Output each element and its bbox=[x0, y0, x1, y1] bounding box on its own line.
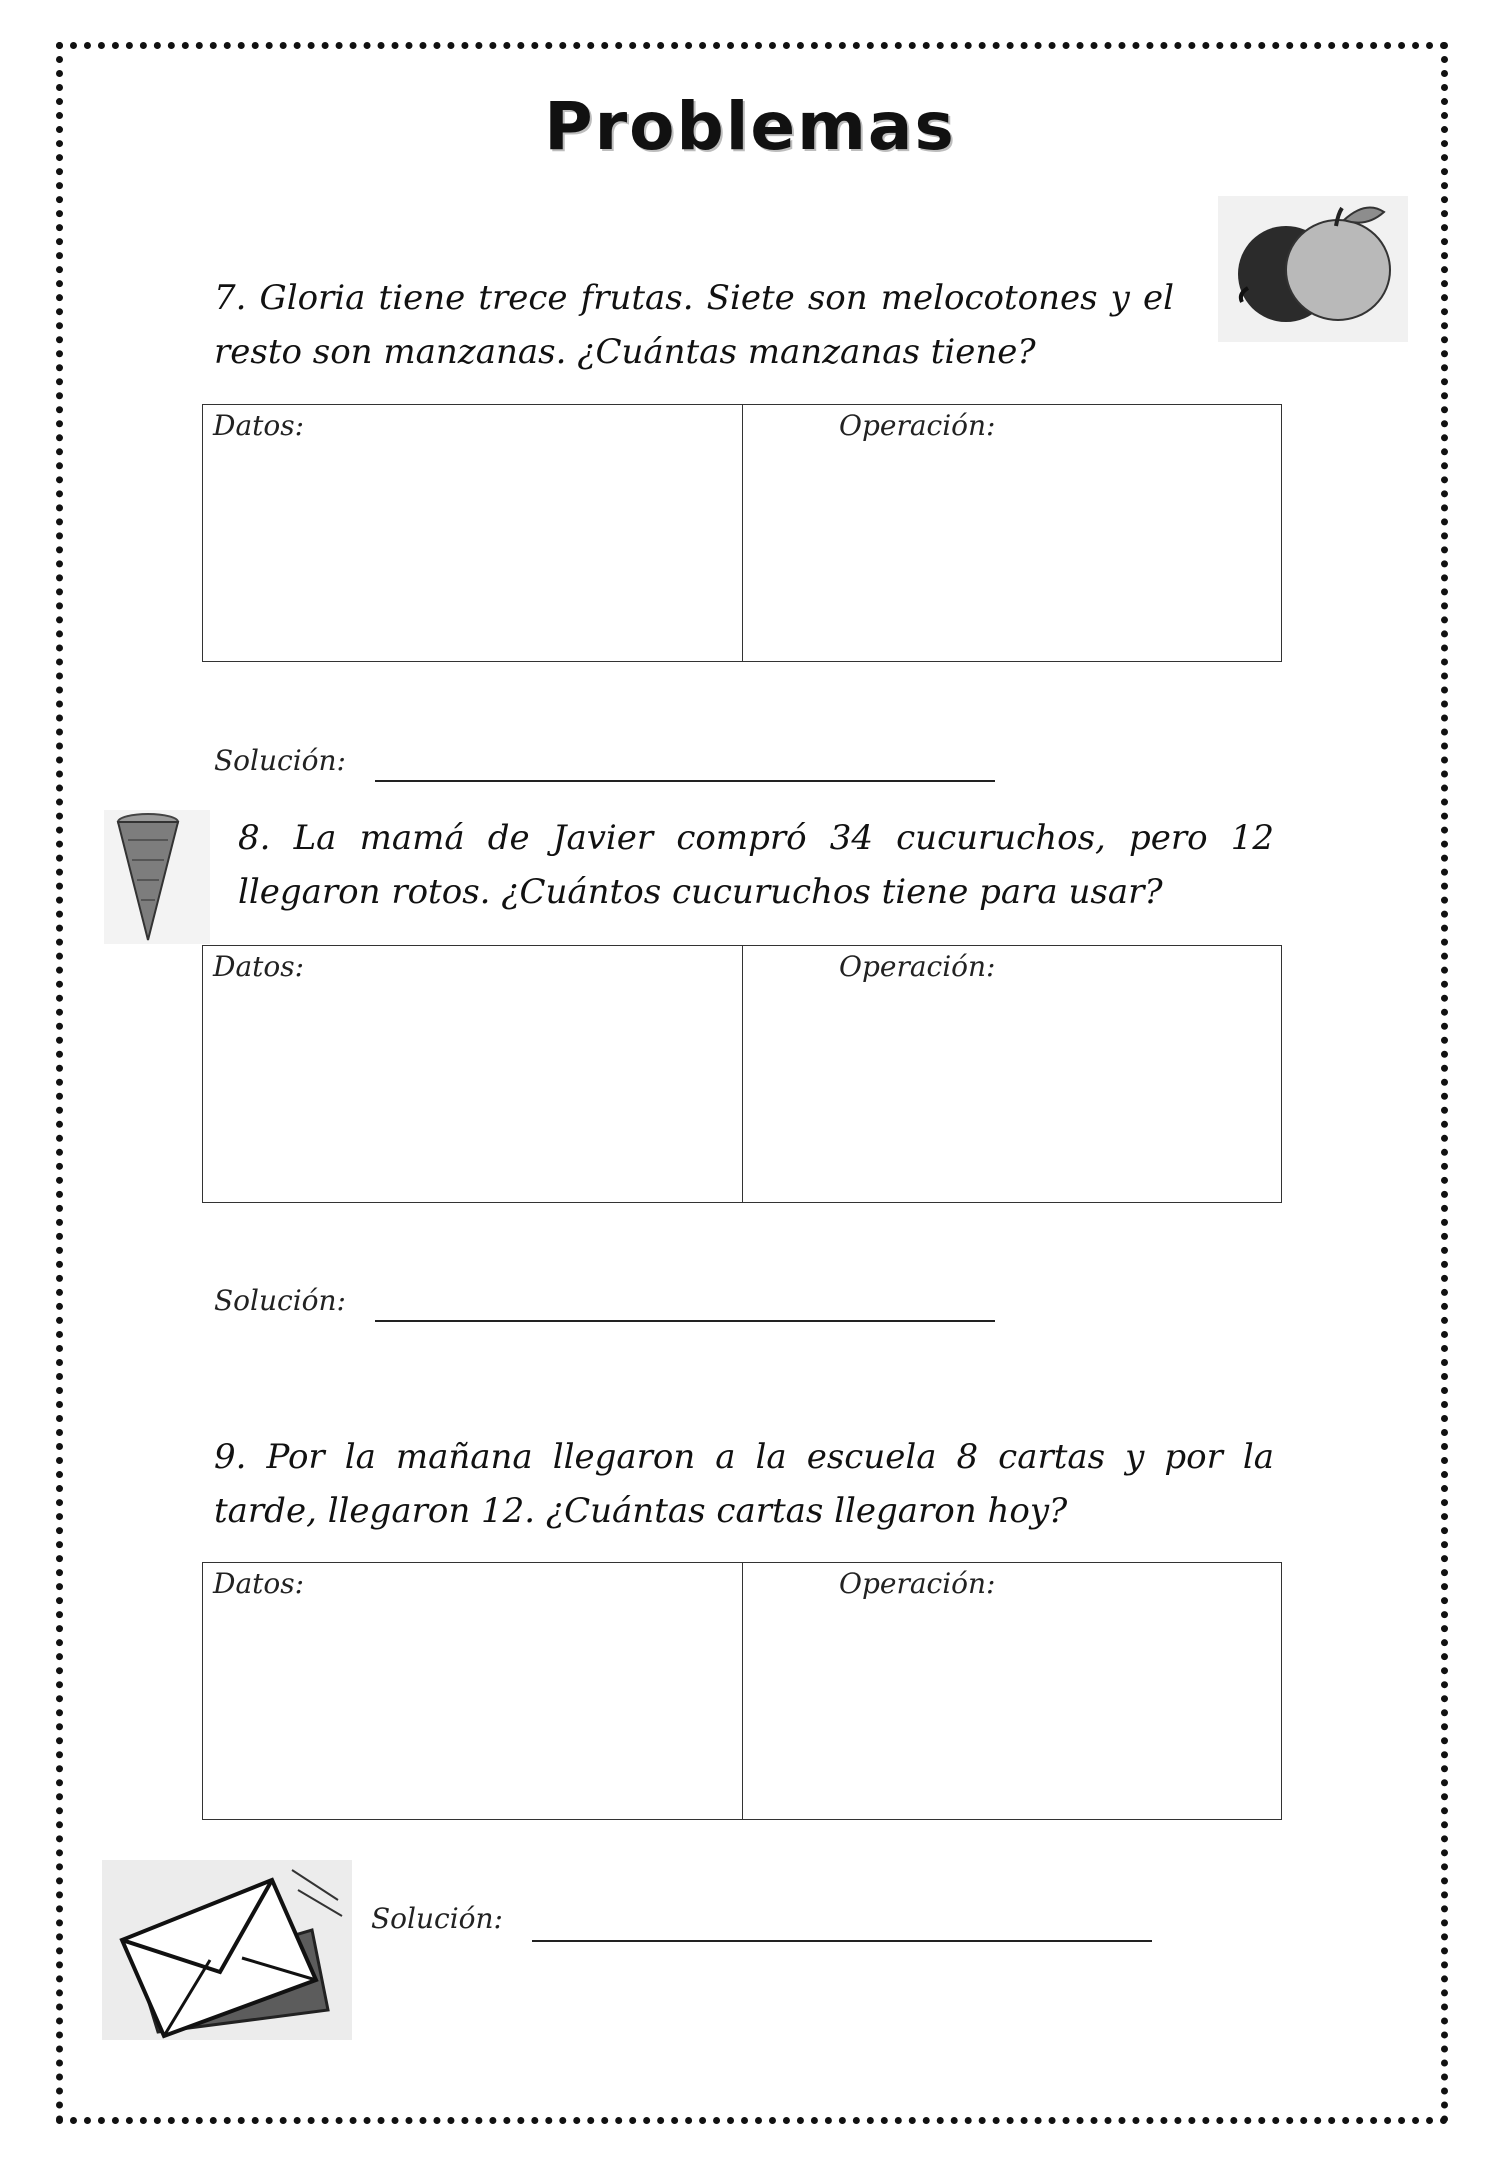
problem-8-answer-box[interactable] bbox=[202, 945, 1282, 1203]
page-title: Problemas bbox=[544, 88, 956, 165]
operacion-label: Operación: bbox=[839, 1567, 996, 1600]
problem-9-answer-box[interactable] bbox=[202, 1562, 1282, 1820]
problem-7-statement: 7. Gloria tiene trece frutas. Siete son melocotones y el resto son manzanas. ¿Cuántas manzanas tiene? bbox=[214, 278, 1174, 372]
datos-label: Datos: bbox=[213, 950, 305, 983]
problem-8-solucion-label: Solución: bbox=[214, 1284, 346, 1317]
datos-label: Datos: bbox=[213, 1567, 305, 1600]
box-divider bbox=[742, 405, 743, 661]
problem-7-solucion-label: Solución: bbox=[214, 744, 346, 777]
datos-label: Datos: bbox=[213, 409, 305, 442]
problem-9-solucion-label: Solución: bbox=[371, 1902, 503, 1935]
box-divider bbox=[742, 946, 743, 1202]
ice-cream-cone-icon bbox=[104, 810, 210, 944]
problem-7-solucion-line[interactable] bbox=[375, 780, 995, 782]
operacion-label: Operación: bbox=[839, 950, 996, 983]
problem-8-statement: 8. La mamá de Javier compró 34 cucuruchos, pero 12 llegaron rotos. ¿Cuántos cucuruchos tiene para usar? bbox=[238, 818, 1274, 912]
problem-9-solucion-line[interactable] bbox=[532, 1940, 1152, 1942]
problem-7-answer-box[interactable] bbox=[202, 404, 1282, 662]
operacion-label: Operación: bbox=[839, 409, 996, 442]
apples-icon bbox=[1218, 196, 1408, 342]
box-divider bbox=[742, 1563, 743, 1819]
envelopes-icon bbox=[102, 1860, 352, 2040]
problem-9-statement: 9. Por la mañana llegaron a la escuela 8 cartas y por la tarde, llegaron 12. ¿Cuántas cartas llegaron hoy? bbox=[214, 1437, 1274, 1531]
problem-8-solucion-line[interactable] bbox=[375, 1320, 995, 1322]
